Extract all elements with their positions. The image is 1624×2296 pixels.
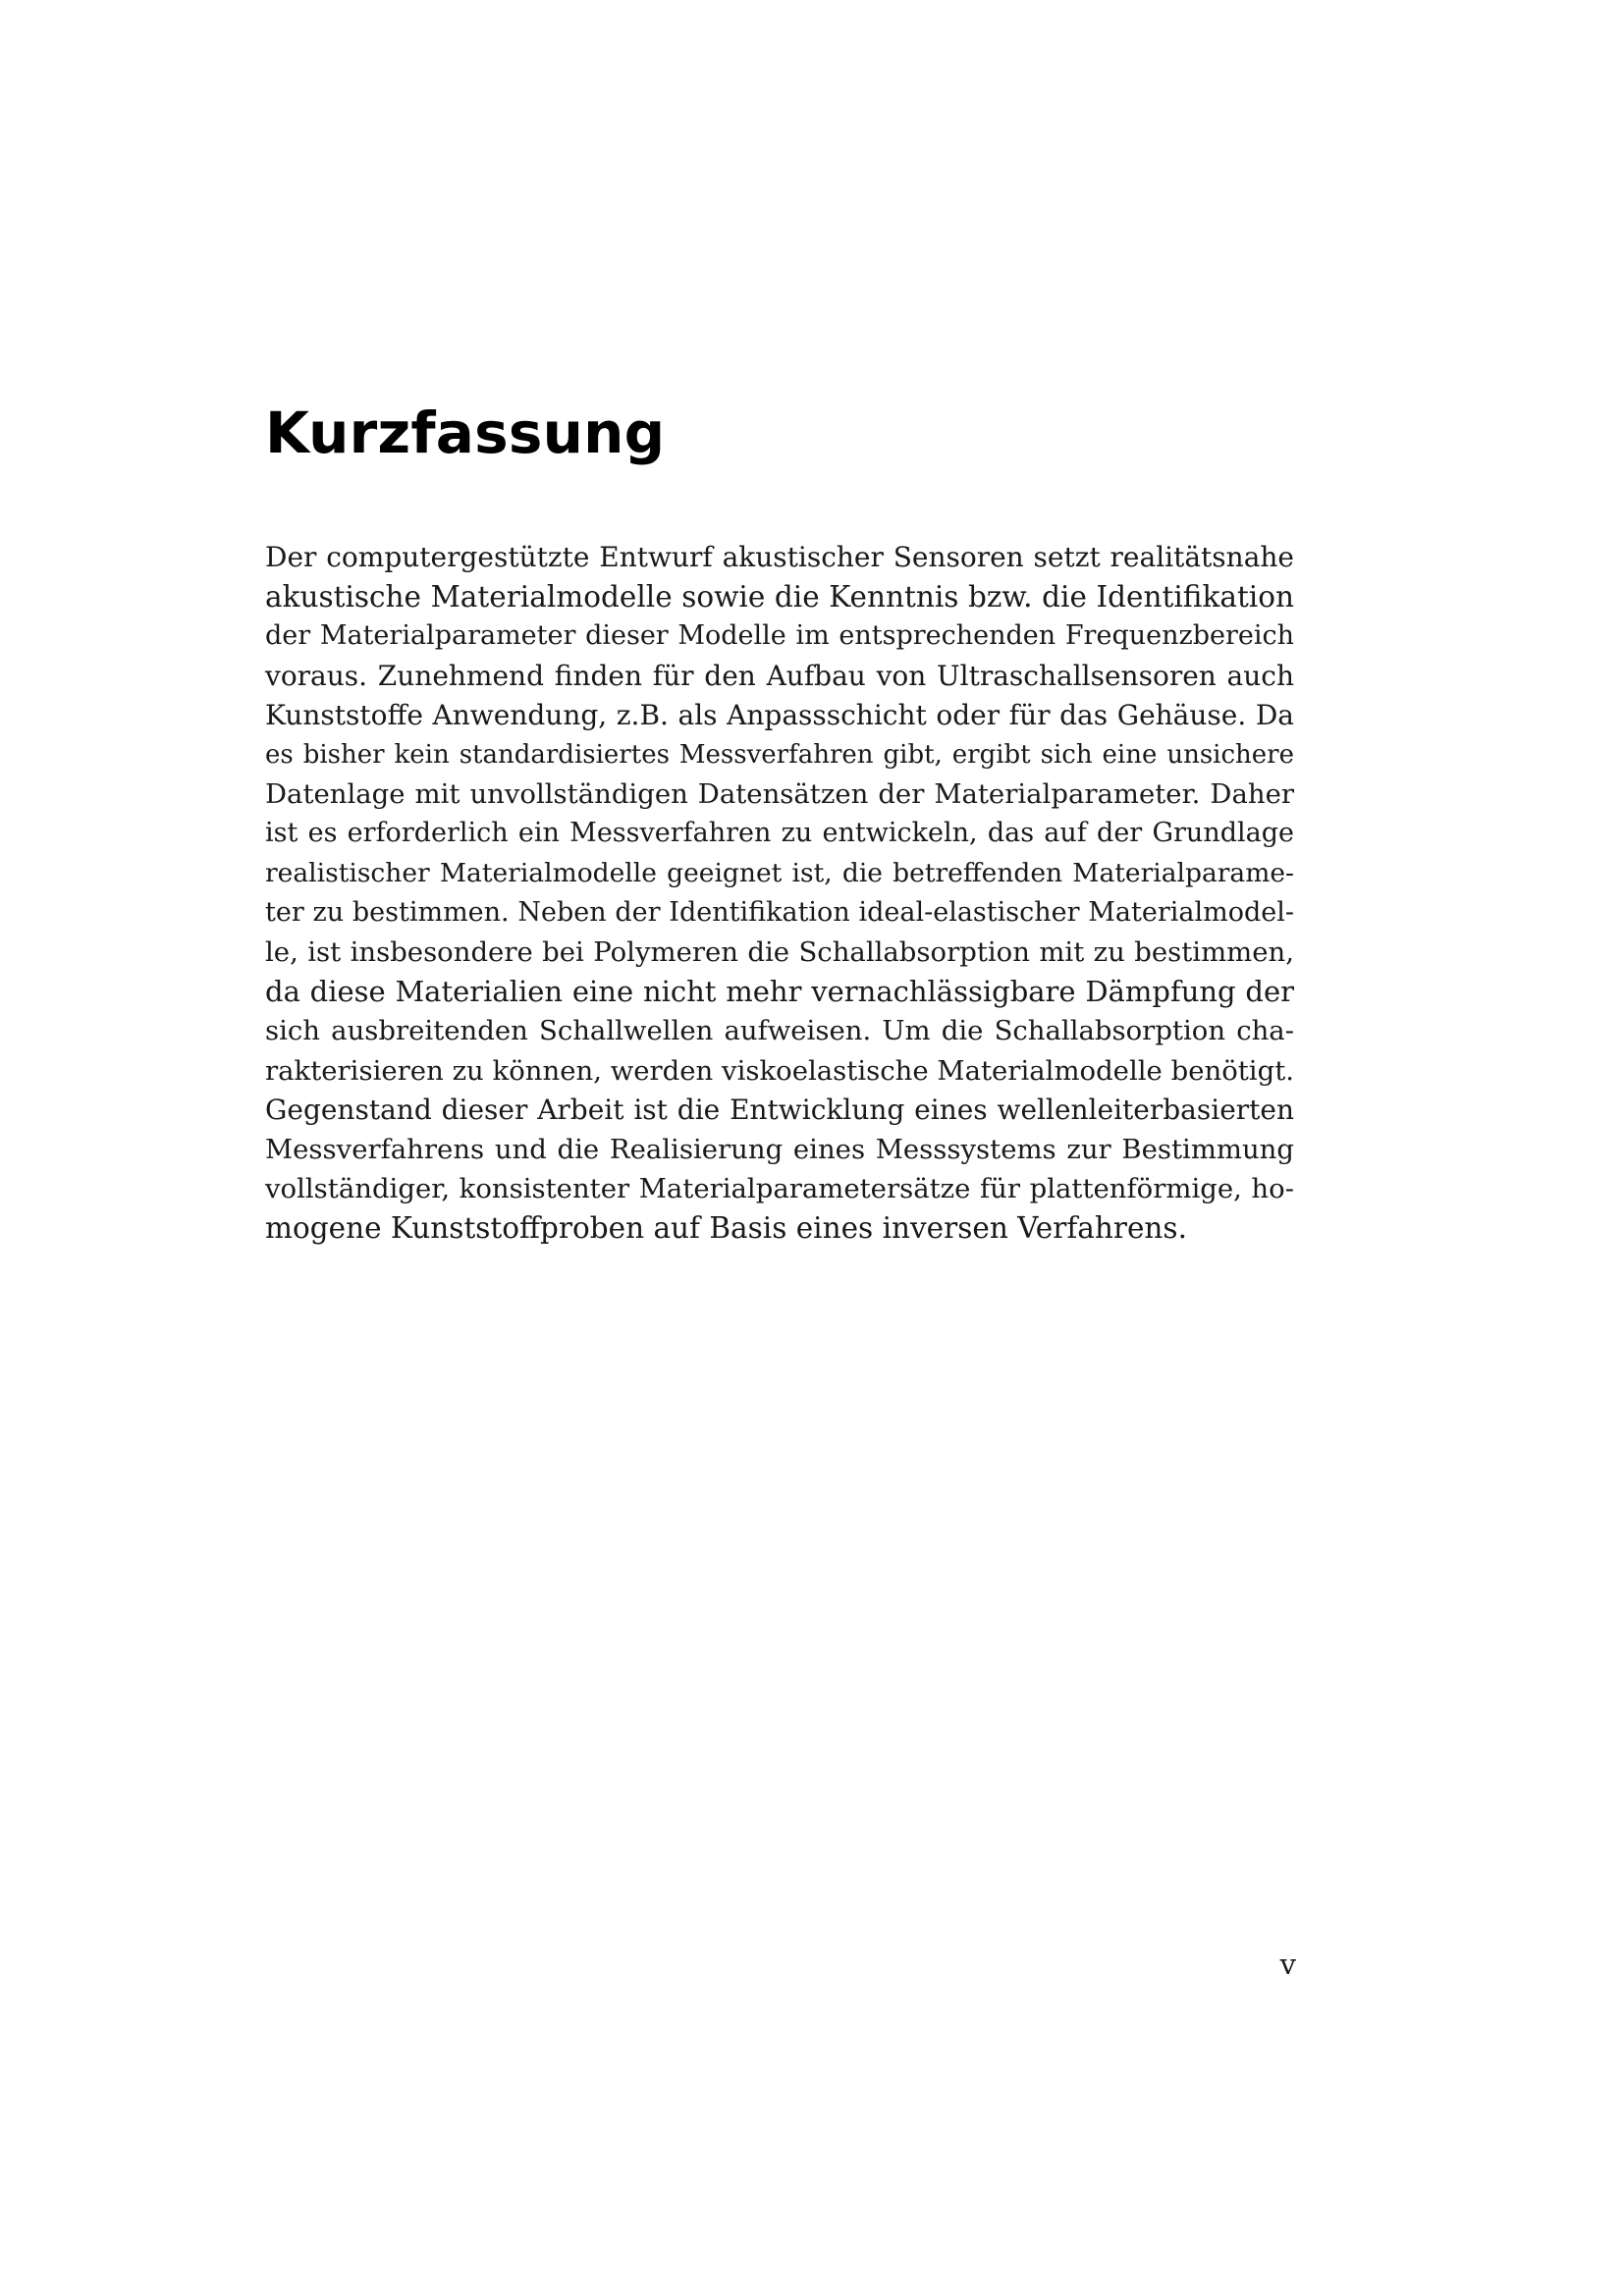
text-line: vollständiger, konsistenter Materialparametersätze für plattenförmige, ho-	[265, 1173, 1294, 1205]
text-line: rakterisieren zu können, werden viskoelastische Materialmodelle benötigt.	[265, 1054, 1294, 1087]
text-line: Kunststoffe Anwendung, z.B. als Anpassschicht oder für das Gehäuse. Da	[265, 698, 1294, 731]
text-line: Datenlage mit unvollständigen Datensätzen der Materialparameter. Daher	[265, 778, 1294, 811]
text-line: da diese Materialien eine nicht mehr vernachlässigbare Dämpfung der	[265, 975, 1294, 1009]
chapter-title: Kurzfassung	[265, 400, 666, 466]
text-line: ist es erforderlich ein Messverfahren zu entwickeln, das auf der Grundlage	[265, 818, 1294, 849]
text-line: Der computergestützte Entwurf akustischer Sensoren setzt realitätsnahe	[265, 541, 1294, 573]
text-line: le, ist insbesondere bei Polymeren die Schallabsorption mit zu bestimmen,	[265, 936, 1294, 969]
text-line: sich ausbreitenden Schallwellen aufweisen. Um die Schallabsorption cha-	[265, 1015, 1294, 1047]
text-line: mogene Kunststoffproben auf Basis eines inversen Verfahrens.	[265, 1211, 1187, 1246]
text-line: der Materialparameter dieser Modelle im entsprechenden Frequenzbereich	[265, 620, 1294, 652]
text-line: Messverfahrens und die Realisierung eines Messsystems zur Bestimmung	[265, 1134, 1294, 1166]
text-line: realistischer Materialmodelle geeignet ist, die betreffenden Materialparame-	[265, 857, 1294, 888]
abstract-paragraph	[265, 538, 1294, 1249]
text-line: ter zu bestimmen. Neben der Identifikation ideal-elastischer Materialmodel-	[265, 896, 1294, 928]
text-line: Gegenstand dieser Arbeit ist die Entwicklung eines wellenleiterbasierten	[265, 1093, 1294, 1126]
text-line: akustische Materialmodelle sowie die Kenntnis bzw. die Identifikation	[265, 580, 1294, 614]
text-line: voraus. Zunehmend finden für den Aufbau von Ultraschallsensoren auch	[265, 659, 1294, 692]
text-line: es bisher kein standardisiertes Messverfahren gibt, ergibt sich eine unsichere	[265, 740, 1294, 771]
page-number: v	[1279, 1948, 1296, 1981]
